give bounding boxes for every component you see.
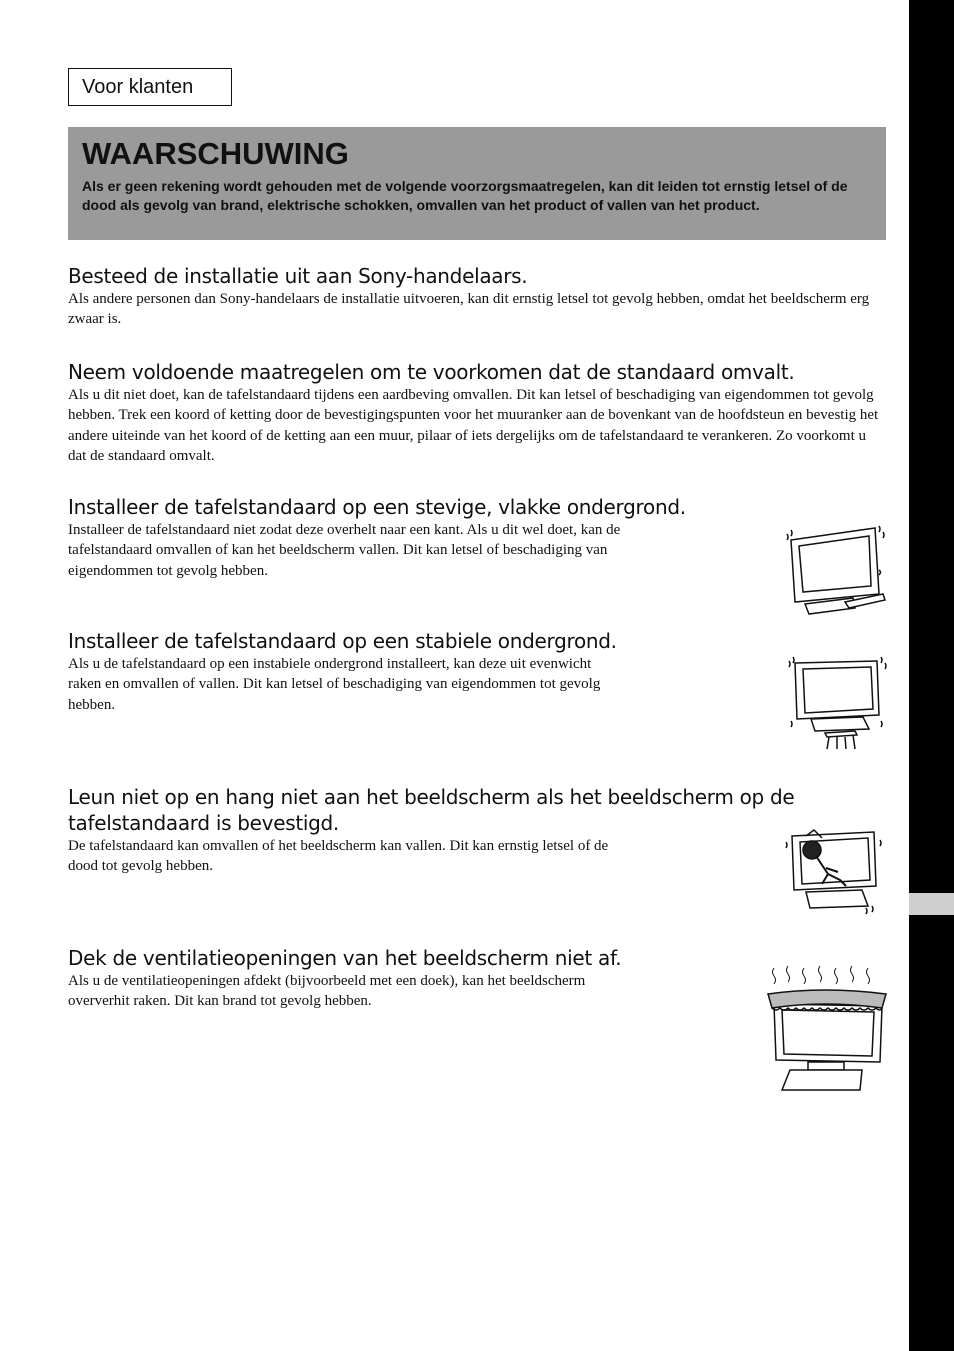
- section-stable-surface: [68, 628, 748, 715]
- section-heading: Neem voldoende maatregelen om te voorkomen dat de standaard omvalt.: [68, 360, 795, 384]
- section-heading: Besteed de installatie uit aan Sony-handelaars.: [68, 264, 528, 288]
- section-heading: Installeer de tafelstandaard op een stabiele ondergrond.: [68, 629, 617, 653]
- section-prevent-tipping: [68, 359, 880, 466]
- section-body: De tafelstandaard kan omvallen of het beeldscherm kan vallen. Dit kan ernstig letsel of de dood tot gevolg hebben.: [68, 838, 609, 875]
- warning-box: [68, 127, 886, 240]
- section-body: Als u de ventilatieopeningen afdekt (bijvoorbeeld met een doek), kan het beeldscherm oververhit raken. Dit kan brand tot gevolg hebben.: [68, 973, 586, 1010]
- side-index-tab: [909, 893, 954, 915]
- section-body: Als u de tafelstandaard op een instabiele ondergrond installeert, kan deze uit evenwicht raken en omvallen of vallen. Dit kan letsel of beschadiging van eigendommen tot gevolg hebben.: [68, 656, 601, 713]
- warning-text: Als er geen rekening wordt gehouden met de volgende voorzorgsmaatregelen, kan dit leiden tot ernstig letsel of de dood als gevolg van brand, elektrische schokken, omvallen van het product of vallen van het product.: [82, 178, 848, 213]
- section-label: Voor klanten: [68, 68, 232, 106]
- section-flat-surface: [68, 494, 788, 581]
- tilted-monitor-illustration: [783, 522, 887, 618]
- covered-vents-illustration: [764, 964, 888, 1098]
- section-do-not-lean: [68, 784, 868, 877]
- section-body: Installeer de tafelstandaard niet zodat deze overhelt naar een kant. Als u dit wel doet, kan de tafelstandaard omvallen of kan het beeldscherm vallen. Dit kan letsel of beschadiging van eigendommen tot gevolg hebben.: [68, 522, 621, 579]
- section-body: Als u dit niet doet, kan de tafelstandaard tijdens een aardbeving omvallen. Dit kan letsel of beschadiging van eigendommen tot gevolg hebben. Trek een koord of ketting door de bevestigingspunten voor het muuranker aan de bovenkant van de hoofdsteun en bevestig het andere uiteinde van het koord of de ketting aan een muur, pilaar of iets dergelijks om de tafelstandaard te verankeren. Zo voorkomt u dat de standaard omvalt.: [68, 387, 879, 464]
- side-index-bar: [909, 0, 954, 1351]
- section-heading: Dek de ventilatieopeningen van het beeldscherm niet af.: [68, 946, 622, 970]
- person-leaning-illustration: [782, 828, 886, 920]
- section-heading: Installeer de tafelstandaard op een stevige, vlakke ondergrond.: [68, 495, 686, 519]
- section-installation: [68, 263, 880, 330]
- warning-title: WAARSCHUWING: [82, 136, 349, 171]
- section-ventilation: [68, 945, 748, 1012]
- section-body: Als andere personen dan Sony-handelaars de installatie uitvoeren, kan dit ernstig letsel tot gevolg hebben, omdat het beeldscherm erg zwaar is.: [68, 291, 870, 328]
- unstable-stand-illustration: [785, 655, 887, 751]
- section-heading: Leun niet op en hang niet aan het beeldscherm als het beeldscherm op de tafelstandaard is bevestigd.: [68, 785, 795, 835]
